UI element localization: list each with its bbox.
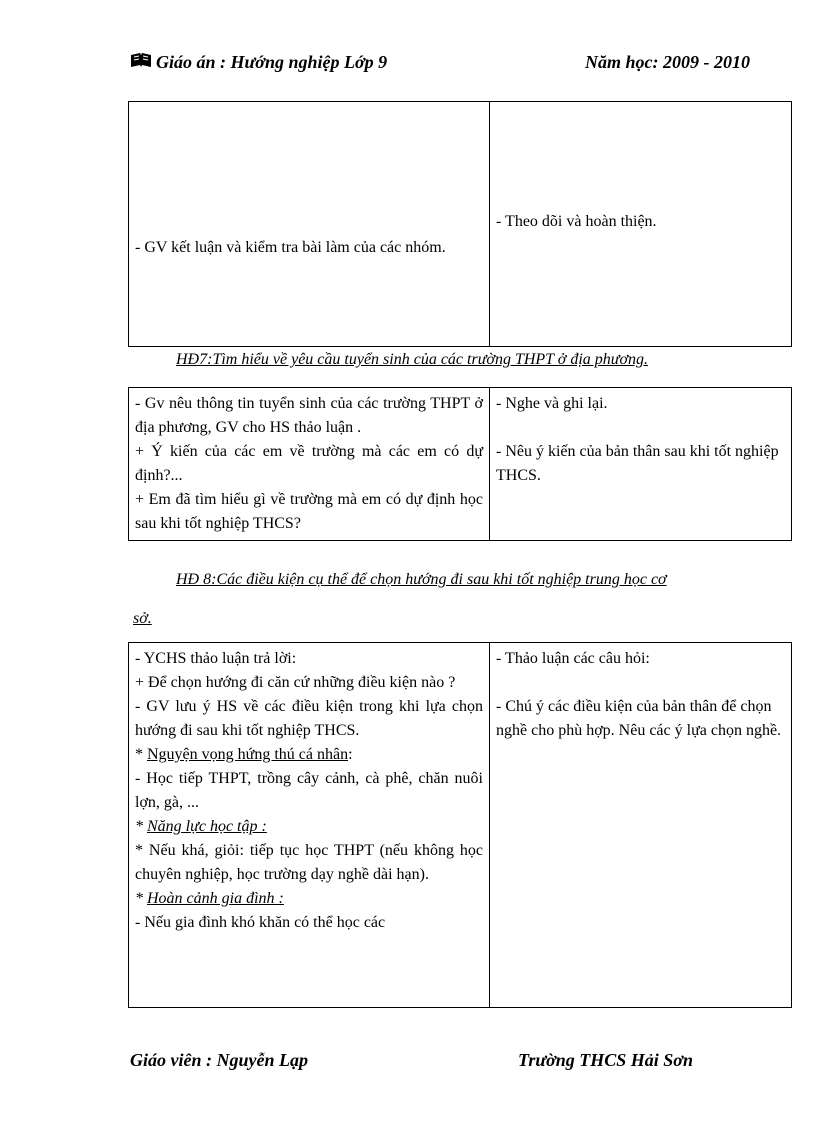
teacher-activity: + Để chọn hướng đi căn cứ những điều kiện nào ? bbox=[135, 674, 456, 691]
school-year: Năm học: 2009 - 2010 bbox=[585, 52, 750, 72]
section-title-hd8-cont: sở. bbox=[133, 610, 152, 627]
teacher-activity: - GV lưu ý HS về các điều kiện trong khi lựa chọn hướng đi sau khi tốt nghiệp THCS. bbox=[135, 698, 483, 739]
student-activity: - Theo dõi và hoàn thiện. bbox=[496, 213, 657, 230]
teacher-activity: + Ý kiến của các em về trường mà các em có dự định?... bbox=[135, 443, 483, 484]
activity-table-1 bbox=[128, 101, 792, 347]
student-activity: - Thảo luận các câu hỏi: bbox=[496, 650, 650, 667]
criterion-aspiration: * Nguyện vọng hứng thú cá nhân: bbox=[135, 746, 353, 763]
teacher-activity: - Học tiếp THPT, trồng cây cảnh, cà phê, chăn nuôi lợn, gà, ... bbox=[135, 770, 483, 811]
teacher-activity: + Em đã tìm hiểu gì về trường mà em có dự định học sau khi tốt nghiệp THCS? bbox=[135, 491, 483, 532]
teacher-column bbox=[129, 643, 490, 1008]
section-title-hd7: HĐ7:Tìm hiểu về yêu cầu tuyển sinh của các trường THPT ở địa phương. bbox=[176, 351, 649, 368]
school-name: Trường THCS Hải Sơn bbox=[518, 1050, 693, 1070]
teacher-column bbox=[129, 388, 490, 541]
criterion-family: * Hoàn cảnh gia đình : bbox=[135, 890, 284, 907]
student-activity: - Nghe và ghi lại. bbox=[496, 395, 608, 412]
student-activity: - Nêu ý kiến của bản thân sau khi tốt nghiệp THCS. bbox=[496, 443, 779, 484]
doc-title: Giáo án : Hướng nghiệp Lớp 9 bbox=[156, 52, 388, 72]
criterion-ability: * Năng lực học tập : bbox=[135, 818, 267, 835]
header-title bbox=[130, 52, 387, 73]
student-column bbox=[490, 643, 792, 1008]
student-column bbox=[490, 388, 792, 541]
teacher-activity: - Nếu gia đình khó khăn có thể học các bbox=[135, 914, 386, 931]
teacher-name: Giáo viên : Nguyễn Lạp bbox=[130, 1050, 308, 1070]
activity-table-hd7 bbox=[128, 387, 792, 541]
teacher-column bbox=[129, 102, 490, 347]
teacher-activity: - YCHS thảo luận trả lời: bbox=[135, 650, 297, 667]
section-title-hd8: HĐ 8:Các điều kiện cụ thể để chọn hướng đi sau khi tốt nghiệp trung học cơ bbox=[176, 571, 667, 588]
book-icon bbox=[130, 52, 152, 73]
student-column bbox=[490, 102, 792, 347]
teacher-activity: * Nếu khá, giỏi: tiếp tục học THPT (nếu không học chuyên nghiệp, học trường dạy nghề dài hạn). bbox=[135, 842, 483, 883]
teacher-activity: - GV kết luận và kiểm tra bài làm của các nhóm. bbox=[135, 239, 446, 256]
teacher-activity: - Gv nêu thông tin tuyển sinh của các trường THPT ở địa phương, GV cho HS thảo luận . bbox=[135, 395, 483, 436]
activity-table-hd8 bbox=[128, 642, 792, 1008]
student-activity: - Chú ý các điều kiện của bản thân để chọn nghề cho phù hợp. Nêu các ý lựa chọn nghề. bbox=[496, 698, 782, 739]
